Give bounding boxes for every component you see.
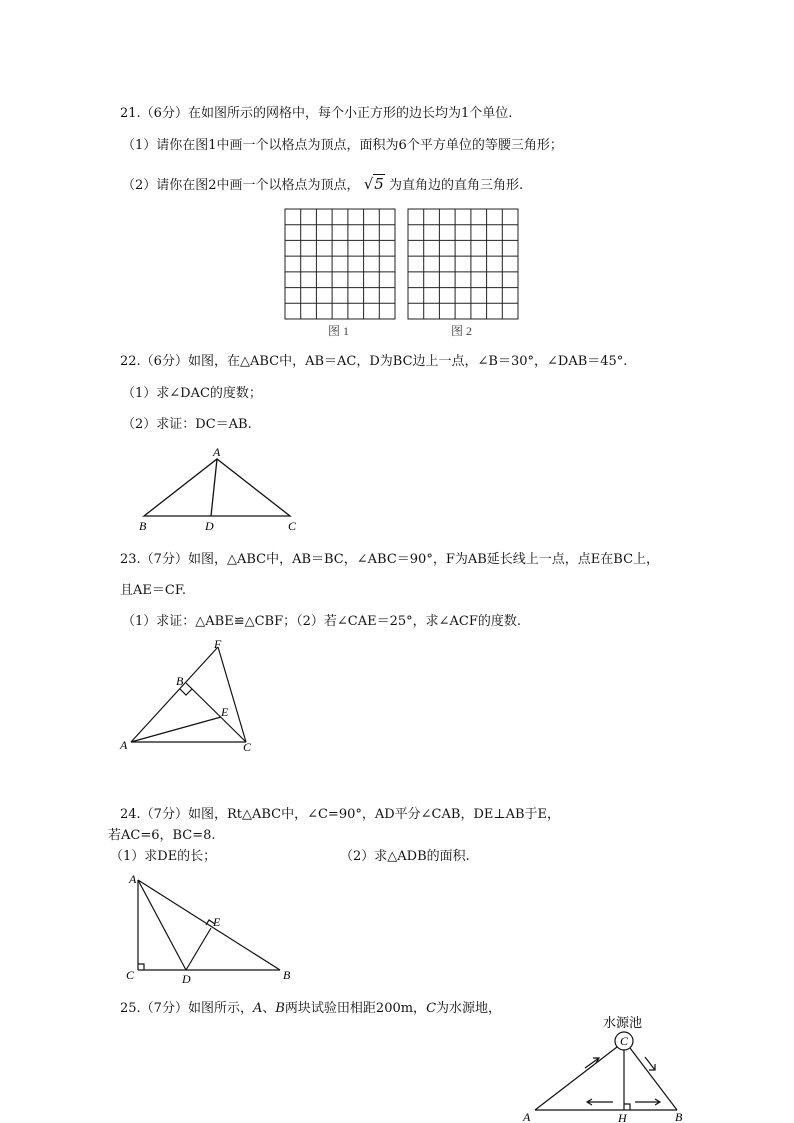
q24-line1: 24.（7分）如图，Rt△ABC中，∠C=90°，AD平分∠CAB，DE⊥AB于E， [120,807,561,822]
q25-point-c: C [426,1001,437,1016]
label-H: H [618,1111,627,1123]
q25-line1 [120,1001,501,1017]
label-C: C [126,968,135,982]
q21-part1: （1）请你在图1中画一个以格点为顶点，面积为6个平方单位的等腰三角形； [122,138,563,153]
water-source-title: 水源池 [603,1016,643,1031]
label-E: E [221,705,229,719]
q21-part2-suffix: 为直角边的直角三角形. [388,178,524,193]
fig2-caption: 图 2 [451,324,473,338]
q25-mid: 两块试验田相距200m， [284,1001,427,1016]
q25-point-b: B [275,1001,285,1016]
label-C: C [288,519,297,533]
label-A: A [120,738,128,752]
sqrt-symbol: √ [363,175,374,193]
q24-part1: （1）求DE的长； [110,849,217,864]
label-A: A [213,445,221,459]
q23-line1: 23.（7分）如图，△ABC中，AB＝BC，∠ABC＝90°，F为AB延长线上一点，点E在BC上， [120,552,660,567]
q22-part2: （2）求证：DC＝AB. [122,417,252,432]
label-C: C [620,1034,629,1048]
grid-2 [408,209,518,319]
q21-part2-prefix: （2）请你在图2中画一个以格点为顶点， [122,178,360,193]
triangle-abc [144,459,290,516]
q24-line2: 若AC=6，BC=8. [108,828,216,843]
label-B: B [139,519,147,533]
label-D: D [182,972,191,984]
q25-prefix: 25.（7分）如图所示， [120,1001,253,1016]
q21-title: 21.（6分）在如图所示的网格中，每个小正方形的边长均为1个单位. [120,106,513,121]
q22-part1: （1）求∠DAC的度数； [122,386,262,401]
q22-triangle-figure [130,444,310,536]
triangle-lines [131,647,246,742]
label-B: B [675,1110,683,1123]
q23-line3: （1）求证：△ABE≌△CBF；（2）若∠CAE＝25°，求∠ACF的度数. [122,614,522,629]
q23-triangle-figure [115,636,265,758]
label-B: B [283,968,291,982]
q24-triangle-figure [120,868,300,984]
q25-post: 为水源地， [436,1001,502,1016]
triangle-lines [138,880,280,970]
label-E: E [213,915,221,929]
q21-part2 [122,176,523,194]
fig1-caption: 图 1 [328,324,350,338]
q24-part2: （2）求△ADB的面积. [340,849,470,864]
q23-line2: 且AE＝CF. [120,583,186,598]
label-A: A [129,872,137,886]
label-A: A [523,1110,531,1123]
q25-point-a: A [252,1001,263,1016]
q25-water-figure [515,1010,695,1123]
grid-1 [285,209,395,319]
figure-lines [535,1032,677,1110]
sqrt-radicand: 5 [374,175,384,193]
label-F: F [214,637,222,651]
q25-sep: 、 [262,1001,276,1016]
q22-title: 22.（6分）如图，在△ABC中，AB＝AC，D为BC边上一点，∠B＝30°，∠DAB＝45°. [120,354,628,369]
label-B: B [176,674,184,688]
label-D: D [205,519,214,533]
q21-grid-figure [280,204,525,342]
label-C: C [243,740,252,754]
